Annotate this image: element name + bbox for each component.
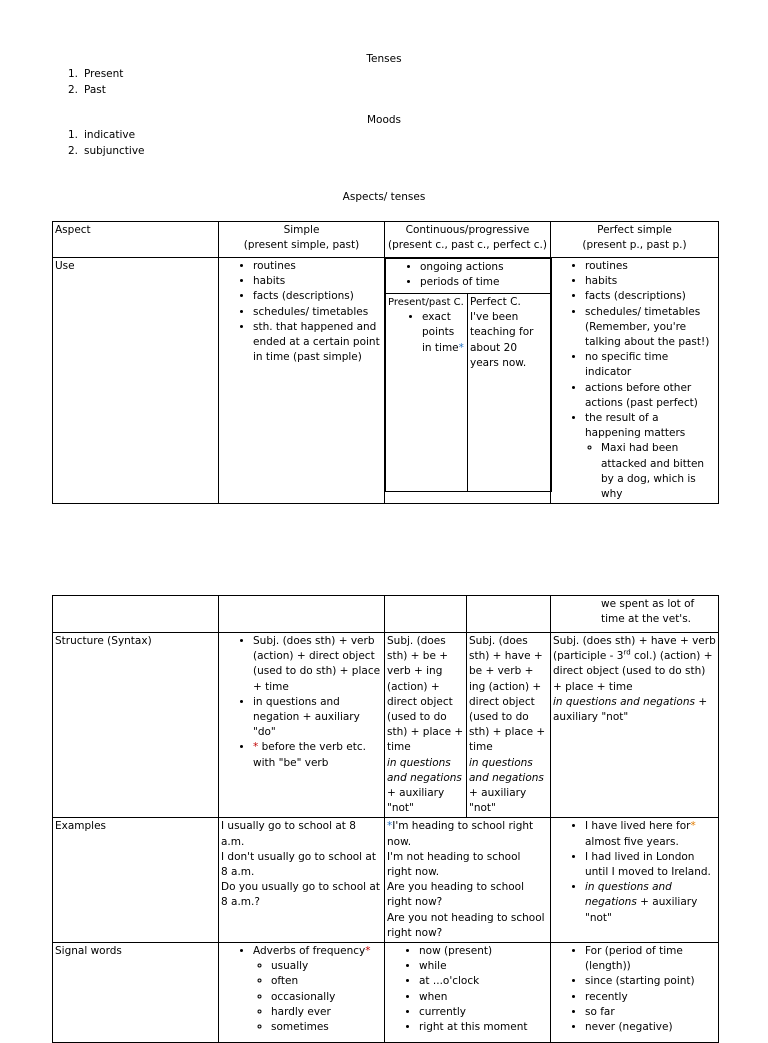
perfect-continuation: we spent as lot of time at the vet's. [551, 596, 719, 633]
list-item: 1. indicative [67, 129, 136, 141]
tenses-heading: Tenses [366, 53, 402, 65]
table-row [53, 633, 719, 818]
perfect-c-cell: Perfect C. I've been teaching for about 20 years now. [468, 294, 552, 492]
structure-cont-perf: Subj. (does sth) + have + be + verb + ing (action) + direct object (used to do sth) + place + time in questions and negations + auxiliary "not" [467, 633, 551, 818]
list-item: 2. Past [67, 83, 106, 96]
signal-perfect: • For (period of time (length)) • since (starting point) • recently • so far • never (negative) [551, 943, 719, 1043]
table-row [53, 258, 719, 504]
row-label-signal: Signal words [53, 943, 219, 1043]
moods-heading: Moods [366, 114, 402, 126]
table-row [53, 222, 719, 258]
tenses-list [62, 67, 123, 98]
signal-continuous: • now (present) • while • at ...o'clock • when • currently • right at this moment [385, 943, 551, 1043]
examples-simple: I usually go to school at 8 a.m. I don't usually go to school at 8 a.m. Do you usually go to school at 8 a.m.? [219, 818, 385, 943]
structure-cont-pp: Subj. (does sth) + be + verb + ing (action) + direct object (used to do sth) + place + time in questions and negations + auxiliary "not" [385, 633, 467, 818]
signal-simple: • Adverbs of frequency* ◦ usually ◦ often ◦ occasionally ◦ hardly ever ◦ sometimes [219, 943, 385, 1043]
table-row [53, 596, 719, 633]
row-label-structure: Structure (Syntax) [53, 633, 219, 818]
examples-continuous: *I'm heading to school right now. I'm not heading to school right now. Are you heading to school right now? Are you not heading to school right now? [385, 818, 551, 943]
use-perfect: • routines • habits • facts (descriptions) • schedules/ timetables (Remember, you're talking about the past!) • no specific time indicator • actions before other actions (past perfect) • the result of a happening matters ◦ Maxi had been attacked and bitten by a dog, which is why [551, 258, 719, 504]
moods-list [62, 128, 145, 159]
header-perfect: Perfect simple (present p., past p.) [551, 222, 719, 258]
aspects-table [52, 221, 719, 504]
header-aspect: Aspect [53, 222, 219, 258]
row-label-use: Use [53, 258, 219, 504]
list-item: 2. subjunctive [67, 144, 145, 157]
present-past-c-cell: Present/past C. • exact points in time* [386, 294, 468, 492]
header-continuous: Continuous/progressive (present c., past c., perfect c.) [385, 222, 551, 258]
list-item: 1. Present [67, 68, 124, 80]
structure-table [52, 595, 719, 1043]
header-simple: Simple (present simple, past) [219, 222, 385, 258]
table-row [53, 818, 719, 943]
use-continuous: • ongoing actions • periods of time Present/past C. • exact points in time* Perfect C. I've been teaching for about 20 years now. [385, 258, 551, 504]
aspects-heading: Aspects/ tenses [342, 191, 426, 203]
table-row [53, 943, 719, 1043]
row-label-examples: Examples [53, 818, 219, 943]
structure-simple: • Subj. (does sth) + verb (action) + direct object (used to do sth) + place + time • in questions and negation + auxiliary "do" • * before the verb etc. with "be" verb [219, 633, 385, 818]
structure-perfect: Subj. (does sth) + have + verb (participle - 3rd col.) (action) + direct object (used to do sth) + place + time in questions and negations + auxiliary "not" [551, 633, 719, 818]
use-simple: • routines • habits • facts (descriptions) • schedules/ timetables • sth. that happened and ended at a certain point in time (past simple) [219, 258, 385, 504]
examples-perfect: • I have lived here for* almost five years. • I had lived in London until I moved to Ireland. • in questions and negations + auxiliary "not" [551, 818, 719, 943]
